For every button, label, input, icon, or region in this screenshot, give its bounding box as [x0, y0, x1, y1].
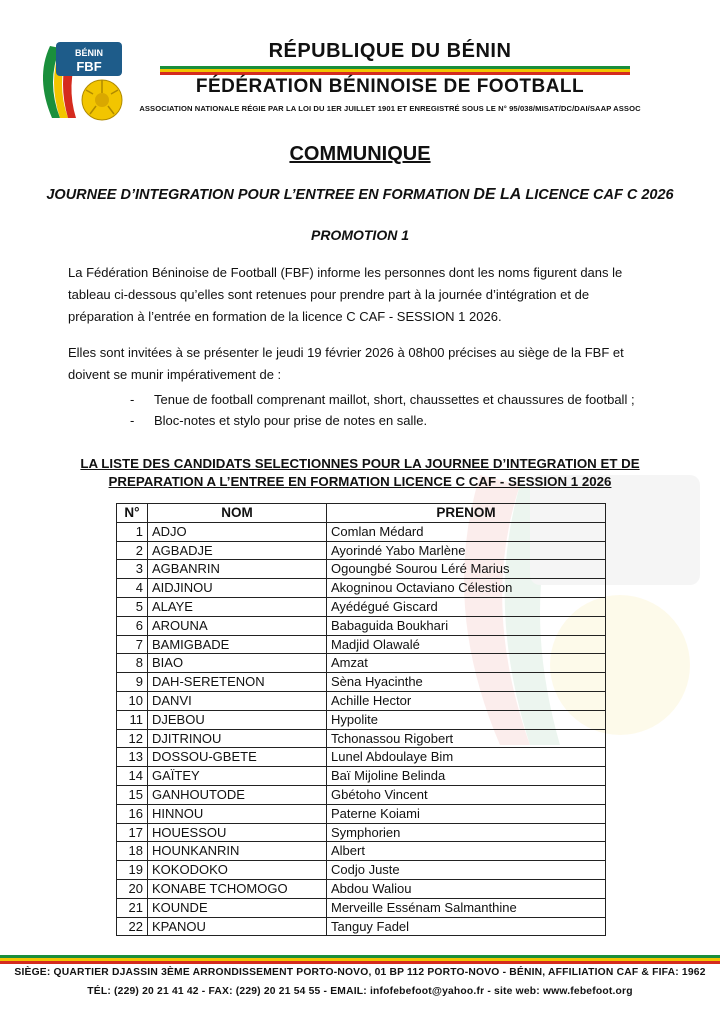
- row-prenom: Ayorindé Yabo Marlène: [327, 541, 606, 560]
- row-number: 15: [117, 785, 148, 804]
- row-nom: GANHOUTODE: [148, 785, 327, 804]
- row-prenom: Symphorien: [327, 823, 606, 842]
- row-prenom: Sèna Hyacinthe: [327, 673, 606, 692]
- table-row: [117, 823, 606, 842]
- row-number: 8: [117, 654, 148, 673]
- fbf-logo: [30, 38, 134, 126]
- row-prenom: Tchonassou Rigobert: [327, 729, 606, 748]
- row-prenom: Ayédégué Giscard: [327, 597, 606, 616]
- row-prenom: Baï Mijoline Belinda: [327, 767, 606, 786]
- row-nom: HINNOU: [148, 804, 327, 823]
- table-row: [117, 748, 606, 767]
- row-prenom: Madjid Olawalé: [327, 635, 606, 654]
- row-number: 6: [117, 616, 148, 635]
- row-nom: AGBANRIN: [148, 560, 327, 579]
- subtitle-part-c: LICENCE CAF C 2026: [521, 187, 674, 203]
- table-row: [117, 691, 606, 710]
- row-number: 13: [117, 748, 148, 767]
- row-number: 19: [117, 861, 148, 880]
- row-number: 20: [117, 879, 148, 898]
- row-nom: AGBADJE: [148, 541, 327, 560]
- row-nom: DOSSOU-GBETE: [148, 748, 327, 767]
- row-prenom: Amzat: [327, 654, 606, 673]
- bullet-dash: -: [130, 413, 135, 428]
- footer-contact: TÉL: (229) 20 21 41 42 - FAX: (229) 20 21 54 55 - EMAIL: infofebefoot@yahoo.fr - site web: www.febefoot.org: [87, 986, 633, 997]
- list-item: [130, 389, 650, 410]
- row-number: 16: [117, 804, 148, 823]
- row-prenom: Lunel Abdoulaye Bim: [327, 748, 606, 767]
- row-prenom: Hypolite: [327, 710, 606, 729]
- row-number: 17: [117, 823, 148, 842]
- table-row: [117, 842, 606, 861]
- row-number: 11: [117, 710, 148, 729]
- row-nom: DJITRINOU: [148, 729, 327, 748]
- header-prenom: PRENOM: [327, 504, 606, 523]
- table-header-row: [117, 504, 606, 523]
- logo-abbr: FBF: [76, 59, 102, 74]
- table-row: [117, 541, 606, 560]
- row-number: 7: [117, 635, 148, 654]
- row-number: 10: [117, 691, 148, 710]
- row-nom: HOUNKANRIN: [148, 842, 327, 861]
- row-number: 12: [117, 729, 148, 748]
- list-item: [130, 410, 650, 431]
- row-nom: DANVI: [148, 691, 327, 710]
- row-nom: ALAYE: [148, 597, 327, 616]
- table-row: [117, 560, 606, 579]
- candidates-list-title: [60, 455, 660, 491]
- row-nom: KONABE TCHOMOGO: [148, 879, 327, 898]
- row-nom: KOKODOKO: [148, 861, 327, 880]
- doc-subtitle: [40, 186, 680, 204]
- table-body: [117, 522, 606, 936]
- row-nom: BIAO: [148, 654, 327, 673]
- row-number: 4: [117, 579, 148, 598]
- table-row: [117, 654, 606, 673]
- table-row: [117, 917, 606, 936]
- paragraph-intro: La Fédération Béninoise de Football (FBF) informe les personnes dont les noms figurent dans le tableau ci-dessous qu’elles sont retenues pour prendre part à la journée d’intégration et de préparation à l’entrée en formation de la licence C CAF - SESSION 1 2026.: [68, 265, 623, 324]
- row-prenom: Akogninou Octaviano Célestion: [327, 579, 606, 598]
- table-row: [117, 579, 606, 598]
- candidates-table: [116, 503, 606, 936]
- footer-stripe-red: [0, 961, 720, 964]
- table-row: [117, 635, 606, 654]
- subtitle-part-b: DE LA: [473, 186, 522, 203]
- table-row: [117, 785, 606, 804]
- row-number: 14: [117, 767, 148, 786]
- requirements-list: [130, 389, 650, 431]
- table-row: [117, 767, 606, 786]
- header-federation: FÉDÉRATION BÉNINOISE DE FOOTBALL: [195, 76, 585, 97]
- row-nom: AROUNA: [148, 616, 327, 635]
- row-prenom: Abdou Waliou: [327, 879, 606, 898]
- row-prenom: Babaguida Boukhari: [327, 616, 606, 635]
- row-nom: GAÏTEY: [148, 767, 327, 786]
- row-nom: HOUESSOU: [148, 823, 327, 842]
- doc-promotion: PROMOTION 1: [310, 227, 409, 243]
- logo-country: BÉNIN: [74, 48, 104, 58]
- header-stripe-red: [160, 72, 630, 75]
- table-row: [117, 879, 606, 898]
- doc-title: COMMUNIQUE: [289, 143, 431, 165]
- row-number: 9: [117, 673, 148, 692]
- list-title-line2: PREPARATION A L’ENTREE EN FORMATION LICENCE C CAF - SESSION 1 2026: [108, 474, 612, 489]
- row-prenom: Gbétoho Vincent: [327, 785, 606, 804]
- row-prenom: Albert: [327, 842, 606, 861]
- table-row: [117, 861, 606, 880]
- row-number: 21: [117, 898, 148, 917]
- row-number: 18: [117, 842, 148, 861]
- row-prenom: Ogoungbé Sourou Léré Marius: [327, 560, 606, 579]
- header-association: ASSOCIATION NATIONALE RÉGIE PAR LA LOI DU 1ER JUILLET 1901 ET ENREGISTRÉ SOUS LE N° 95/038/MISAT/DC/DAI/SAAP ASSOC: [139, 104, 641, 113]
- row-number: 22: [117, 917, 148, 936]
- bullet-text: Bloc-notes et stylo pour prise de notes en salle.: [154, 413, 428, 428]
- table-row: [117, 522, 606, 541]
- table-row: [117, 898, 606, 917]
- row-nom: KPANOU: [148, 917, 327, 936]
- table-row: [117, 729, 606, 748]
- row-prenom: Comlan Médard: [327, 522, 606, 541]
- table-row: [117, 597, 606, 616]
- row-nom: AIDJINOU: [148, 579, 327, 598]
- row-prenom: Codjo Juste: [327, 861, 606, 880]
- list-title-line1: LA LISTE DES CANDIDATS SELECTIONNES POUR LA JOURNEE D’INTEGRATION ET DE: [80, 456, 640, 471]
- row-prenom: Paterne Koiami: [327, 804, 606, 823]
- bullet-text: Tenue de football comprenant maillot, short, chaussettes et chaussures de football ;: [154, 392, 635, 407]
- row-prenom: Tanguy Fadel: [327, 917, 606, 936]
- header-nom: NOM: [148, 504, 327, 523]
- paragraph-invitation: Elles sont invitées à se présenter le jeudi 19 février 2026 à 08h00 précises au siège de la FBF et doivent se munir impérativement de :: [68, 345, 624, 382]
- header-republic: RÉPUBLIQUE DU BÉNIN: [268, 40, 512, 62]
- table-row: [117, 710, 606, 729]
- row-nom: BAMIGBADE: [148, 635, 327, 654]
- row-number: 2: [117, 541, 148, 560]
- footer-address: SIÈGE: QUARTIER DJASSIN 3ÈME ARRONDISSEMENT PORTO-NOVO, 01 BP 112 PORTO-NOVO - BÉNIN, AFFILIATION CAF & FIFA: 1962: [14, 967, 706, 978]
- row-nom: DAH-SERETENON: [148, 673, 327, 692]
- row-prenom: Achille Hector: [327, 691, 606, 710]
- table-row: [117, 673, 606, 692]
- table-row: [117, 616, 606, 635]
- header-number: N°: [117, 504, 148, 523]
- row-number: 1: [117, 522, 148, 541]
- row-nom: DJEBOU: [148, 710, 327, 729]
- bullet-dash: -: [130, 392, 135, 407]
- row-prenom: Merveille Essénam Salmanthine: [327, 898, 606, 917]
- row-nom: ADJO: [148, 522, 327, 541]
- subtitle-part-a: JOURNEE D’INTEGRATION POUR L’ENTREE EN FORMATION: [46, 187, 474, 203]
- row-number: 3: [117, 560, 148, 579]
- table-row: [117, 804, 606, 823]
- row-nom: KOUNDE: [148, 898, 327, 917]
- row-number: 5: [117, 597, 148, 616]
